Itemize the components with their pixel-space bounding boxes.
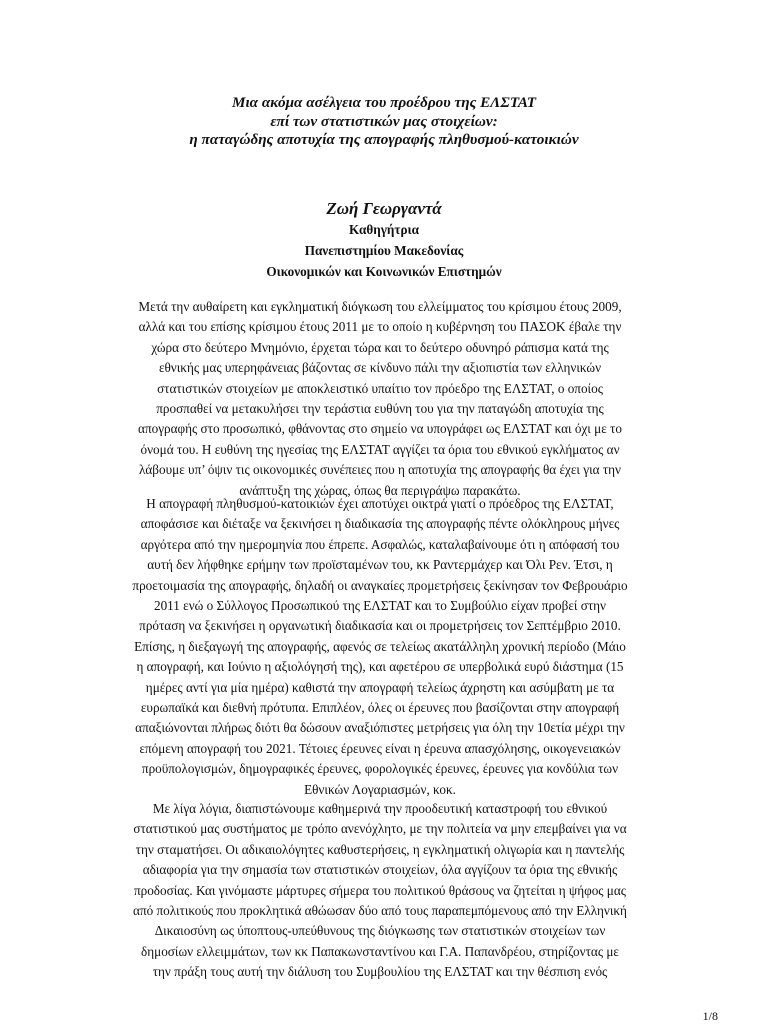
paragraph-line: Εθνικών Λογαριασμών, κοκ.: [304, 781, 456, 797]
paragraph-line: πρόταση να ξεκινήσει η οργανωτική διαδικασία και οι προμετρήσεις τον Σεπτέμβριο 2010.: [139, 618, 621, 634]
author-affiliation: [0, 220, 768, 282]
paragraph-line: ευρωπαϊκά και διεθνή πρότυπα. Επιπλέον, όλες οι έρευνες που βασίζονται στην απογραφή: [140, 700, 620, 716]
affiliation-line: Οικονομικών και Κοινωνικών Επιστημών: [266, 263, 502, 279]
title-line: η παταγώδης αποτυχία της απογραφής πληθυσμού-κατοικιών: [189, 131, 579, 148]
body-paragraph: [115, 494, 645, 800]
paragraph-line: επόμενη απογραφή του 2021. Τέτοιες έρευνες είναι η έρευνα απασχόλησης, οικογενειακών: [139, 740, 621, 756]
paragraph-line: όνομά του. Η ευθύνη της ηγεσίας της ΕΛΣΤΑΤ αγγίζει τα όρια του εθνικού εγκλήματος αν: [140, 441, 620, 457]
paragraph-line: εθνικής μας υπερηφάνειας βάζοντας σε κίνδυνο πάλι την αξιοπιστία των ελληνικών: [158, 360, 602, 376]
title-line: Μια ακόμα ασέλγεια του προέδρου της ΕΛΣΤΑΤ: [231, 94, 537, 111]
paragraph-line: Με λίγα λόγια, διαπιστώνουμε καθημερινά την προοδευτική καταστροφή του εθνικού: [152, 801, 608, 816]
paragraph-line: αποφάσισε και διέταξε να ξεκινήσει η διαδικασία της απογραφής πέντε ολόκληρους μήνες: [140, 516, 620, 532]
title-line: επί των στατιστικών μας στοιχείων:: [270, 112, 498, 130]
paragraph-line: αυτή δεν λήφθηκε ερήμην των προϊσταμένων του, κκ Ραντερμάχερ και Όλι Ρεν. Έτσι, η: [147, 557, 613, 573]
paragraph-line: προετοιμασία της απογραφής, δηλαδή οι αναγκαίες προμετρήσεις ξεκίνησαν τον Φεβρουάριο: [132, 577, 628, 593]
paragraph-line: από πολιτικούς που προκλητικά αθώωσαν δύο από τους παραπεμπόμενους από την Ελληνική: [133, 903, 627, 919]
paragraph-line: δημοσίων ελλειμμάτων, των κκ Παπακωνσταντίνου και Γ.Α. Παπανδρέου, στηρίζοντας με: [141, 943, 619, 959]
paragraph-line: προδοσίας. Και γινόμαστε μάρτυρες σήμερα του πολιτικού θράσους να ζητείται η ψήφος μας: [133, 882, 627, 898]
paragraph-line: Δικαιοσύνη ως ύποπτους-υπεύθυνους της διόγκωσης των στατιστικών στοιχείων των: [154, 923, 606, 939]
paragraph-line: στατιστικών στοιχείων με αποκλειστικό υπαίτιο τον πρόεδρο της ΕΛΣΤΑΤ, ο οποίος: [157, 380, 603, 396]
paragraph-line: λάβουμε υπ’ όψιν τις οικονομικές συνέπειες που η αποτυχία της απογραφής θα έχει για την: [139, 462, 621, 478]
paragraph-line: 2011 ενώ ο Σύλλογος Προσωπικού της ΕΛΣΤΑΤ και το Συμβούλιο είχαν προβεί στην: [153, 598, 606, 614]
affiliation-line: Καθηγήτρια: [349, 222, 419, 237]
paragraph-line: ημέρες αντί για μία ημέρα) καθιστά την απογραφή τελείως άχρηστη και ασύμβατη με τα: [145, 679, 615, 695]
author-name: Ζωή Γεωργαντά: [326, 199, 442, 218]
paragraph-line: στατιστικού μας συστήματος με τρόπο ανενόχλητο, με την πολιτεία να μην επεμβαίνει για να: [133, 821, 627, 837]
document-title: [0, 94, 768, 150]
page-number: 1/8: [702, 1009, 718, 1023]
body-paragraph: [115, 799, 645, 983]
paragraph-line: αργότερα από την ημερομηνία που έπρεπε. Ασφαλώς, καταλαβαίνουμε ότι η απόφασή του: [140, 536, 620, 552]
paragraph-line: προσπαθεί να μετακυλήσει την τεράστια ευθύνη του για την παταγώδη αποτυχία της: [156, 401, 604, 417]
paragraph-line: απαξιώνονται πλήρως διότι θα δώσουν αναξιόπιστες μετρήσεις για όλη την 10ετία μέχρι την: [135, 720, 625, 736]
body-paragraph: [115, 297, 645, 501]
paragraph-line: αλλά και του επίσης κρίσιμου έτους 2011 με το οποίο η κυβέρνηση του ΠΑΣΟΚ έβαλε την: [138, 319, 622, 335]
paragraph-line: η απογραφή, και Ιούνιο η αξιολόγησή της), και αφετέρου σε υπερβολικά ευρύ διάστημα (15: [136, 659, 624, 675]
paragraph-line: ανάπτυξη της χώρας, όπως θα περιγράψω παρακάτω.: [239, 482, 521, 498]
paragraph-line: απογραφής στο προσωπικό, φθάνοντας στο σημείο να υπογράφει ως ΕΛΣΤΑΤ και όχι με το: [138, 421, 622, 437]
paragraph-line: την πράξη τους αυτή την διάλυση του Συμβουλίου της ΕΛΣΤΑΤ και την θέσπιση ενός: [152, 964, 608, 980]
paragraph-line: Μετά την αυθαίρετη και εγκληματική διόγκωση του ελλείμματος του κρίσιμου έτους 2009,: [138, 299, 622, 314]
paragraph-line: την σταματήσει. Οι αδικαιολόγητες καθυστερήσεις, η εγκληματική ολιγωρία και η παντελής: [135, 841, 625, 857]
paragraph-line: χώρα στο δεύτερο Μνημόνιο, έρχεται τώρα και το δεύτερο οδυνηρό ράπισμα κατά της: [151, 339, 609, 355]
paragraph-line: προϋπολογισμών, δημογραφικές έρευνες, φορολογικές έρευνες, έρευνες για κονδύλια των: [141, 761, 619, 777]
paragraph-line: Η απογραφή πληθυσμού-κατοικιών έχει αποτύχει οικτρά γιατί ο πρόεδρος της ΕΛΣΤΑΤ,: [146, 496, 614, 511]
affiliation-line: Πανεπιστημίου Μακεδονίας: [304, 242, 464, 258]
paragraph-line: Επίσης, η διεξαγωγή της απογραφής, αφενός σε τελείως ακατάλληλη χρονική περίοδο (Μάιο: [134, 638, 626, 654]
paragraph-line: αδιαφορία για την σημασία των στατιστικών στοιχείων, όλα αγγίζουν τα όρια της εθνικής: [142, 862, 618, 878]
